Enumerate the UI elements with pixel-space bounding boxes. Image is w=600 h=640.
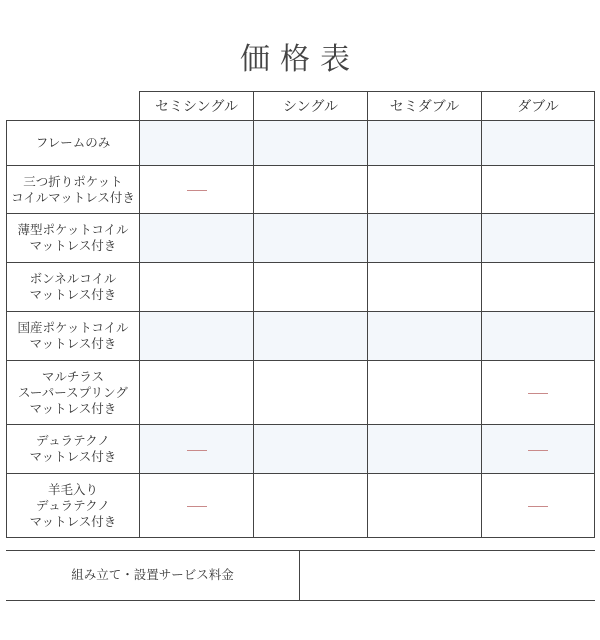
- row-label-line: マットレス付き: [29, 287, 117, 302]
- not-available-dash: [187, 190, 207, 191]
- row-label: [7, 474, 140, 538]
- table-row: [7, 166, 595, 214]
- price-cell: [254, 474, 368, 538]
- row-label-line: マットレス付き: [29, 336, 117, 351]
- price-cell: [368, 425, 482, 474]
- price-cell: [140, 474, 254, 538]
- row-label-line: フレームのみ: [35, 135, 111, 150]
- row-label: [7, 361, 140, 425]
- page-title: 価格表: [240, 42, 360, 77]
- column-header-double: ダブル: [482, 92, 595, 121]
- column-header-single: シングル: [254, 92, 368, 121]
- row-label-line: 三つ折りポケット: [23, 173, 123, 189]
- price-cell: [254, 121, 368, 166]
- price-cell: [140, 312, 254, 361]
- price-cell: [254, 166, 368, 214]
- price-cell: [254, 425, 368, 474]
- not-available-dash: [528, 393, 548, 394]
- row-label: [7, 166, 140, 214]
- service-fee-value: [300, 550, 595, 600]
- price-cell: [140, 263, 254, 312]
- header-row: [7, 92, 595, 121]
- price-cell: [140, 214, 254, 263]
- not-available-dash: [187, 506, 207, 507]
- column-header-semi-double: セミダブル: [368, 92, 482, 121]
- row-label-line: マットレス付き: [29, 513, 117, 529]
- price-cell: [140, 121, 254, 166]
- row-label-line: 薄型ポケットコイル: [17, 222, 129, 237]
- row-label-line: マットレス付き: [29, 400, 117, 416]
- row-label: [7, 263, 140, 312]
- price-cell: [254, 361, 368, 425]
- price-cell: [140, 166, 254, 214]
- price-cell: [140, 361, 254, 425]
- price-cell: [482, 166, 595, 214]
- price-cell: [482, 263, 595, 312]
- price-cell: [254, 312, 368, 361]
- price-cell: [368, 214, 482, 263]
- row-label-line: コイルマットレス付き: [11, 189, 135, 205]
- price-cell: [482, 121, 595, 166]
- row-label-line: 国産ポケットコイル: [17, 320, 129, 335]
- not-available-dash: [528, 450, 548, 451]
- table-row: [7, 312, 595, 361]
- table-row: [7, 263, 595, 312]
- price-cell: [368, 263, 482, 312]
- service-fee-label: 組み立て・設置サービス料金: [71, 567, 234, 582]
- row-label-line: デュラテクノ: [36, 497, 110, 513]
- row-label-line: ボンネルコイル: [29, 271, 117, 286]
- row-label: [7, 425, 140, 474]
- row-label: [7, 214, 140, 263]
- price-cell: [368, 474, 482, 538]
- price-cell: [368, 121, 482, 166]
- table-row: [7, 425, 595, 474]
- row-label-line: 羊毛入り: [47, 481, 98, 497]
- price-cell: [482, 361, 595, 425]
- table-row: [7, 121, 595, 166]
- not-available-dash: [187, 450, 207, 451]
- price-cell: [482, 425, 595, 474]
- row-label: [7, 312, 140, 361]
- table-row: [7, 474, 595, 538]
- price-cell: [368, 312, 482, 361]
- table-row: [7, 361, 595, 425]
- not-available-dash: [528, 506, 548, 507]
- row-label-line: スーパースプリング: [18, 384, 128, 400]
- price-cell: [368, 361, 482, 425]
- row-label: [7, 121, 140, 166]
- row-label-line: マットレス付き: [29, 238, 117, 253]
- price-cell: [254, 214, 368, 263]
- corner-cell: [7, 92, 140, 121]
- table-row: [7, 214, 595, 263]
- price-cell: [482, 214, 595, 263]
- price-cell: [368, 166, 482, 214]
- price-cell: [140, 425, 254, 474]
- service-bottom-divider: [6, 600, 595, 601]
- price-cell: [254, 263, 368, 312]
- price-cell: [482, 312, 595, 361]
- row-label-line: マルチラス: [41, 368, 105, 384]
- price-table: [6, 91, 595, 538]
- row-label-line: マットレス付き: [29, 449, 117, 464]
- price-cell: [482, 474, 595, 538]
- column-header-semi-single: セミシングル: [140, 92, 254, 121]
- row-label-line: デュラテクノ: [36, 433, 110, 448]
